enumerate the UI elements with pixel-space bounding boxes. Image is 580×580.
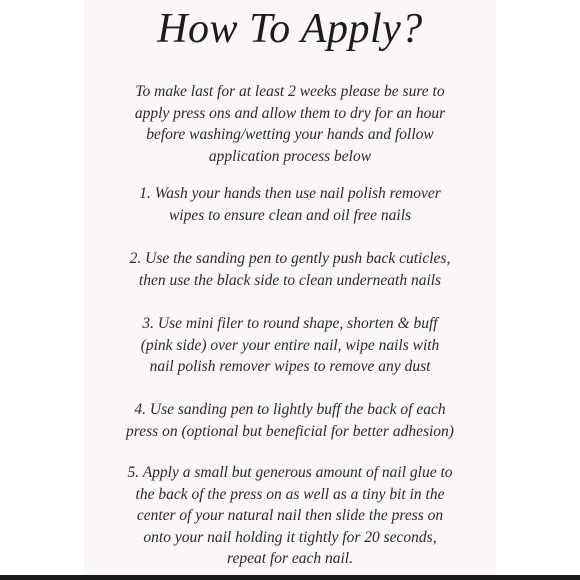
step-line: center of your natural nail then slide the press on bbox=[136, 507, 444, 524]
step-1 bbox=[100, 183, 480, 226]
intro-line: apply press ons and allow them to dry for an hour bbox=[134, 104, 446, 122]
step-line: press on (optional but beneficial for better adhesion) bbox=[126, 422, 454, 440]
intro-line: application process below bbox=[208, 147, 372, 165]
step-4 bbox=[100, 399, 480, 442]
page-title: How To Apply? bbox=[157, 6, 423, 52]
step-line: nail polish remover wipes to remove any dust bbox=[149, 358, 431, 375]
bottom-divider bbox=[0, 575, 580, 580]
step-line: wipes to ensure clean and oil free nails bbox=[168, 206, 412, 224]
step-3 bbox=[100, 313, 480, 378]
step-line: (pink side) over your entire nail, wipe nails with bbox=[140, 336, 440, 354]
step-5 bbox=[100, 462, 480, 570]
step-2 bbox=[100, 248, 480, 291]
step-line: 4. Use sanding pen to lightly buff the back of each bbox=[134, 401, 446, 418]
step-line: onto your nail holding it tightly for 20 seconds, bbox=[143, 528, 437, 546]
step-line: repeat for each nail. bbox=[227, 550, 353, 567]
step-line: 2. Use the sanding pen to gently push back cuticles, bbox=[129, 250, 451, 267]
intro-line: To make last for at least 2 weeks please be sure to bbox=[135, 83, 445, 100]
step-line: then use the black side to clean underneath nails bbox=[138, 271, 442, 289]
step-line: 1. Wash your hands then use nail polish remover bbox=[139, 185, 441, 202]
intro-line: before washing/wetting your hands and follow bbox=[146, 126, 434, 143]
intro-paragraph bbox=[100, 81, 480, 167]
step-line: 5. Apply a small but generous amount of nail glue to bbox=[127, 464, 453, 481]
step-line: 3. Use mini filer to round shape, shorten & buff bbox=[142, 315, 438, 332]
step-line: the back of the press on as well as a tiny bit in the bbox=[135, 485, 445, 503]
